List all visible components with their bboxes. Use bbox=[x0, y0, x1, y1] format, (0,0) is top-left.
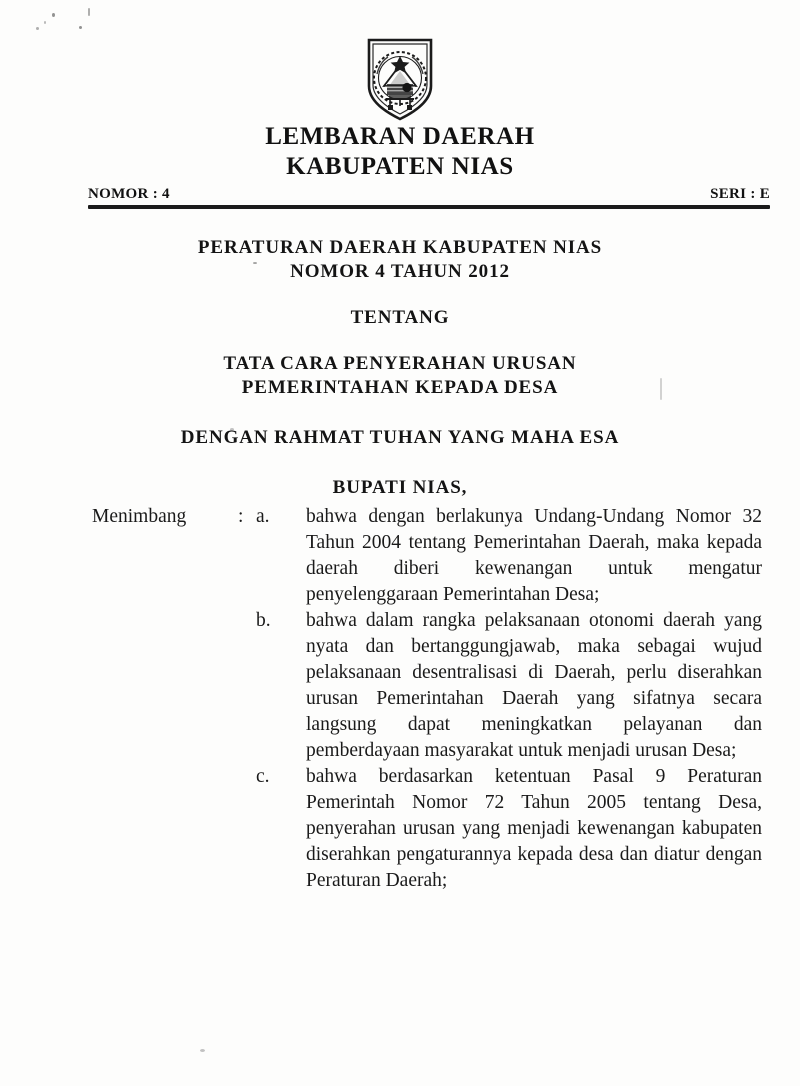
scan-speckle bbox=[79, 26, 82, 29]
scan-speckle bbox=[88, 8, 90, 16]
gazette-seri: SERI : E bbox=[710, 186, 770, 202]
consideration-item-c bbox=[92, 764, 762, 894]
authority-line: BUPATI NIAS, bbox=[332, 477, 468, 498]
item-text-b: bahwa dalam rangka pelaksanaan otonomi daerah yang nyata dan bertanggungjawab, maka sebagai wujud pelaksanaan desentralisasi di Daerah, perlu diserahkan urusan Pemerintahan Daerah yang sifatnya secara langsung dapat meningkatkan pelayanan dan pemberdayaan masyarakat untuk menjadi urusan Desa; bbox=[306, 610, 762, 761]
regulation-title-line-1: PERATURAN DAERAH KABUPATEN NIAS bbox=[197, 237, 603, 258]
menimbang-label: Menimbang bbox=[92, 506, 187, 527]
item-letter-a: a. bbox=[256, 506, 270, 527]
subject-line-1: TATA CARA PENYERAHAN URUSAN bbox=[223, 353, 577, 374]
masthead bbox=[0, 122, 800, 182]
gazette-nomor: NOMOR : 4 bbox=[88, 186, 170, 202]
item-text-c: bahwa berdasarkan ketentuan Pasal 9 Peraturan Pemerintah Nomor 72 Tahun 2005 tentang Desa, penyerahan urusan yang menjadi kewenangan kabupaten diserahkan pengaturannya kepada desa dan diatur dengan Peraturan Daerah; bbox=[306, 766, 762, 891]
emblem-container bbox=[0, 34, 800, 122]
tentang-label: TENTANG bbox=[350, 307, 450, 328]
consideration-item-b bbox=[92, 608, 762, 764]
item-letter-c: c. bbox=[256, 766, 270, 787]
scan-speckle bbox=[52, 13, 55, 17]
subject-line-2: PEMERINTAHAN KEPADA DESA bbox=[241, 377, 559, 398]
consideration-item-a bbox=[92, 504, 762, 608]
scan-speckle bbox=[200, 1049, 205, 1052]
menimbang-colon: : bbox=[238, 506, 244, 527]
item-text-a: bahwa dengan berlakunya Undang-Undang Nomor 32 Tahun 2004 tentang Pemerintahan Daerah, maka kepada daerah diberi kewenangan untuk mengatur penyelenggaraan Pemerintahan Desa; bbox=[306, 506, 762, 605]
invocation-line: DENGAN RAHMAT TUHAN YANG MAHA ESA bbox=[180, 427, 620, 448]
masthead-line-1: LEMBARAN DAERAH bbox=[265, 123, 535, 150]
gazette-number-row bbox=[88, 186, 770, 203]
title-block bbox=[0, 236, 800, 500]
considerations-block bbox=[92, 504, 762, 894]
masthead-line-2: KABUPATEN NIAS bbox=[286, 153, 514, 180]
coat-of-arms-icon bbox=[363, 34, 437, 122]
scan-speckle bbox=[44, 21, 46, 24]
item-letter-b: b. bbox=[256, 610, 271, 631]
regulation-title-line-2: NOMOR 4 TAHUN 2012 bbox=[290, 261, 510, 282]
header-divider-rule bbox=[88, 205, 770, 209]
scan-speckle bbox=[36, 27, 39, 30]
